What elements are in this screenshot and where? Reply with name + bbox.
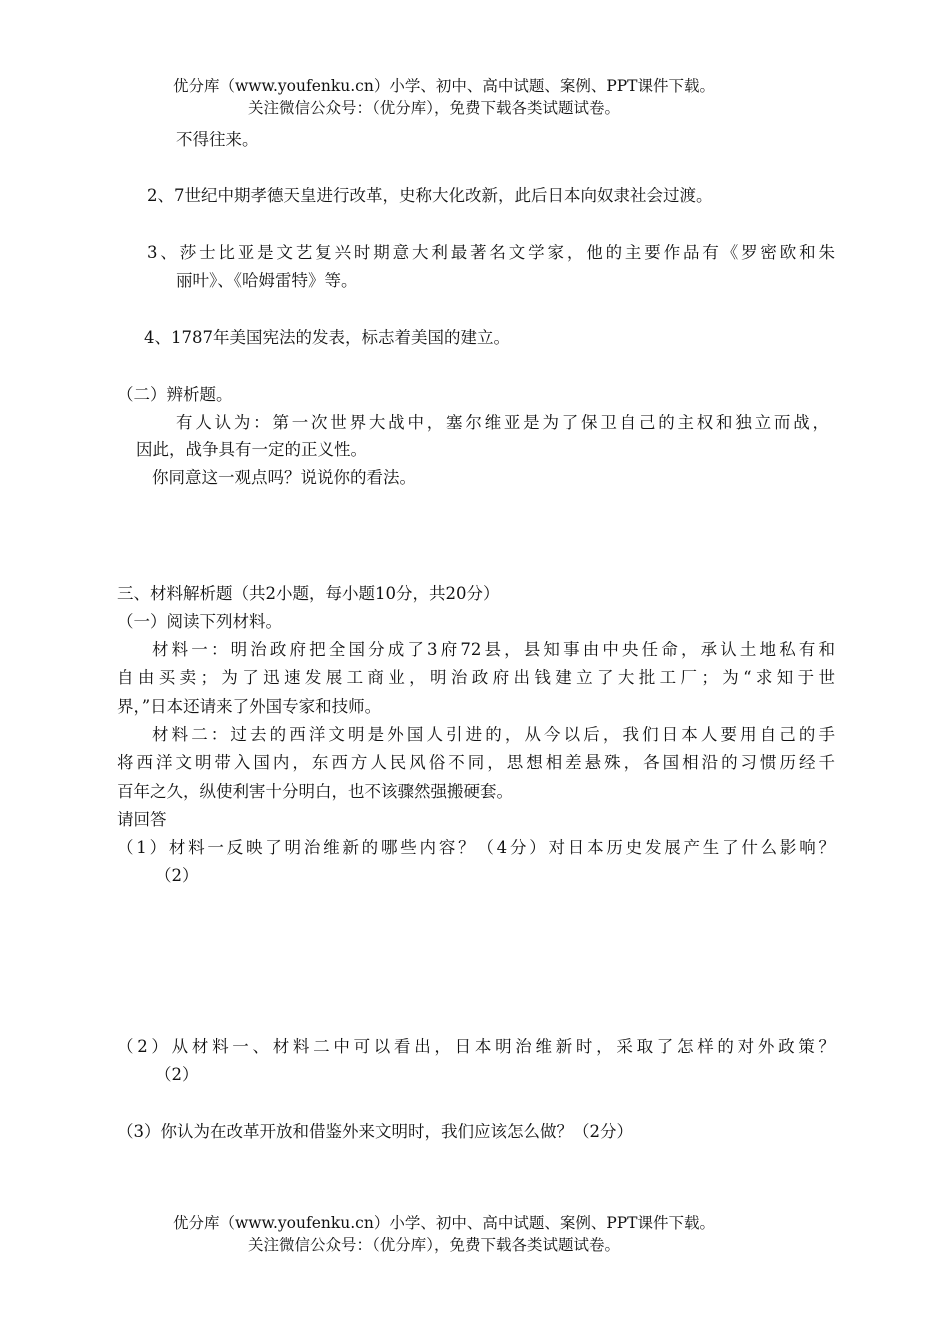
judgement-item-2: 2、7世纪中期孝德天皇进行改革，史称大化改新，此后日本向奴隶社会过渡。 bbox=[147, 186, 713, 205]
analysis-question: 你同意这一观点吗？说说你的看法。 bbox=[152, 468, 416, 487]
analysis-title: （二）辨析题。 bbox=[117, 385, 233, 404]
question-1-line-1: （1）材料一反映了明治维新的哪些内容？（4分）对日本历史发展产生了什么影响？ bbox=[117, 838, 835, 857]
material-sub-title: （一）阅读下列材料。 bbox=[117, 612, 282, 631]
material-2-line-3: 百年之久，纵使利害十分明白，也不该骤然强搬硬套。 bbox=[117, 782, 513, 801]
judgement-continuation: 不得往来。 bbox=[176, 130, 259, 149]
analysis-paragraph-line-2: 因此，战争具有一定的正义性。 bbox=[136, 440, 367, 459]
material-1-line-3: 界，”日本还请来了外国专家和技师。 bbox=[117, 697, 382, 716]
footer-line-2: 关注微信公众号：（优分库），免费下载各类试题试卷。 bbox=[248, 1236, 621, 1254]
judgement-item-4: 4、1787年美国宪法的发表，标志着美国的建立。 bbox=[144, 328, 510, 347]
material-section-title: 三、材料解析题（共2小题，每小题10分，共20分） bbox=[117, 584, 500, 603]
question-2-line-2: （2） bbox=[155, 1065, 199, 1084]
judgement-item-3-line-1: 3、莎士比亚是文艺复兴时期意大利最著名文学家，他的主要作品有《罗密欧和朱 bbox=[147, 243, 835, 262]
material-1-line-1: 材料一：明治政府把全国分成了3府72县，县知事由中央任命，承认土地私有和 bbox=[152, 640, 835, 659]
header-line-2: 关注微信公众号：（优分库），免费下载各类试题试卷。 bbox=[248, 99, 621, 117]
please-answer: 请回答 bbox=[117, 810, 167, 829]
header-line-1: 优分库（www.youfenku.cn）小学、初中、高中试题、案例、PPT课件下载。 bbox=[173, 77, 716, 95]
material-2-line-2: 将西洋文明带入国内，东西方人民风俗不同，思想相差悬殊，各国相沿的习惯历经千 bbox=[117, 753, 835, 772]
judgement-item-3-line-2: 丽叶》、《哈姆雷特》等。 bbox=[176, 271, 358, 290]
question-2-line-1: （2）从材料一、材料二中可以看出，日本明治维新时，采取了怎样的对外政策？ bbox=[117, 1037, 835, 1056]
material-2-line-1: 材料二：过去的西洋文明是外国人引进的，从今以后，我们日本人要用自己的手 bbox=[152, 725, 835, 744]
material-1-line-2: 自由买卖；为了迅速发展工商业，明治政府出钱建立了大批工厂；为“求知于世 bbox=[117, 668, 835, 687]
footer-line-1: 优分库（www.youfenku.cn）小学、初中、高中试题、案例、PPT课件下载。 bbox=[173, 1214, 716, 1232]
analysis-paragraph-line-1: 有人认为：第一次世界大战中，塞尔维亚是为了保卫自己的主权和独立而战， bbox=[176, 413, 829, 432]
question-3: （3）你认为在改革开放和借鉴外来文明时，我们应该怎么做？（2分） bbox=[117, 1122, 633, 1141]
question-1-line-2: （2） bbox=[155, 866, 199, 885]
